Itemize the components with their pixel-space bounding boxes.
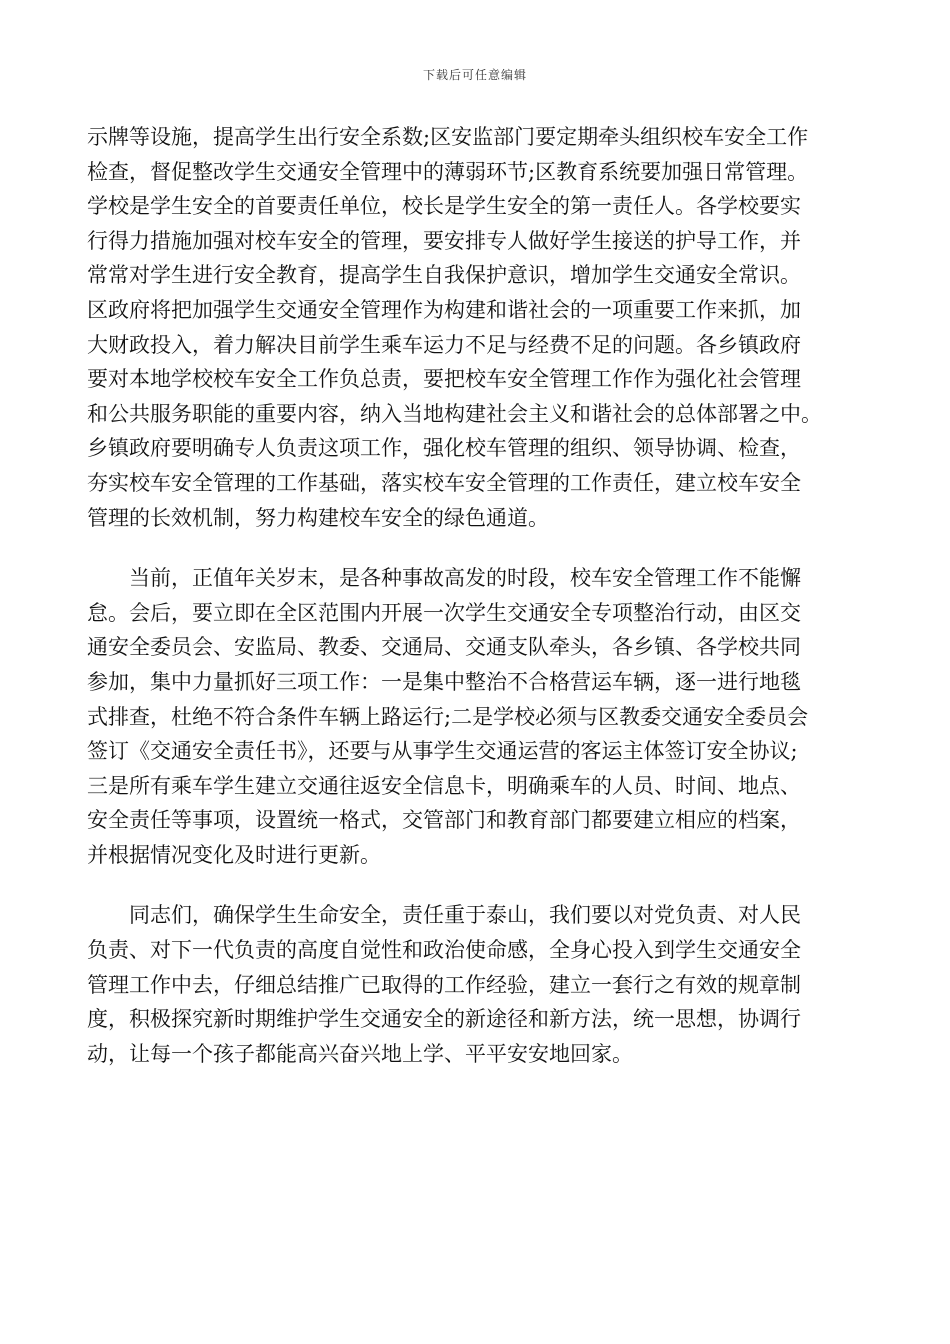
- text-line: 安全责任等事项，设置统一格式，交管部门和教育部门都要建立相应的档案，: [87, 808, 801, 833]
- text-line: 和公共服务职能的重要内容，纳入当地构建社会主义和谐社会的总体部署之中。: [87, 401, 822, 426]
- text-line: 度，积极探究新时期维护学生交通安全的新途径和新方法，统一思想，协调行: [87, 1007, 801, 1032]
- text-line: 大财政投入，着力解决目前学生乘车运力不足与经费不足的问题。各乡镇政府: [87, 332, 801, 357]
- text-line: 动，让每一个孩子都能高兴奋兴地上学、平平安安地回家。: [87, 1041, 633, 1066]
- page-header: 下载后可任意编辑: [422, 68, 527, 82]
- text-line: 学校是学生安全的首要责任单位，校长是学生安全的第一责任人。各学校要实: [87, 194, 801, 219]
- paragraph-3: [87, 898, 863, 1071]
- text-line: 要对本地学校校车安全工作负总责，要把校车安全管理工作作为强化社会管理: [87, 367, 801, 392]
- text-line: 怠。会后，要立即在全区范围内开展一次学生交通安全专项整治行动，由区交: [87, 600, 801, 625]
- text-line: 通安全委员会、安监局、教委、交通局、交通支队牵头，各乡镇、各学校共同: [87, 635, 801, 660]
- text-line: 乡镇政府要明确专人负责这项工作，强化校车管理的组织、领导协调、检查，: [87, 436, 801, 461]
- text-line: 同志们，确保学生生命安全，责任重于泰山，我们要以对党负责、对人民: [87, 903, 801, 928]
- text-line: 参加，集中力量抓好三项工作：一是集中整治不合格营运车辆，逐一进行地毯: [87, 669, 801, 694]
- text-line: 当前，正值年关岁末，是各种事故高发的时段，校车安全管理工作不能懈: [87, 566, 801, 591]
- text-line: 负责、对下一代负责的高度自觉性和政治使命感，全身心投入到学生交通安全: [87, 938, 801, 963]
- text-line: 行得力措施加强对校车安全的管理，要安排专人做好学生接送的护导工作，并: [87, 228, 801, 253]
- text-line: 夯实校车安全管理的工作基础，落实校车安全管理的工作责任，建立校车安全: [87, 470, 801, 495]
- text-line: 常常对学生进行安全教育，提高学生自我保护意识，增加学生交通安全常识。: [87, 263, 801, 288]
- text-line: 检查，督促整改学生交通安全管理中的薄弱环节;区教育系统要加强日常管理。: [87, 159, 809, 184]
- text-line: 三是所有乘车学生建立交通往返安全信息卡，明确乘车的人员、时间、地点、: [87, 773, 801, 798]
- text-line: 区政府将把加强学生交通安全管理作为构建和谐社会的一项重要工作来抓，加: [87, 297, 801, 322]
- document-body: [87, 120, 863, 1071]
- text-line: 管理工作中去，仔细总结推广已取得的工作经验，建立一套行之有效的规章制: [87, 972, 801, 997]
- text-line: 示牌等设施，提高学生出行安全系数;区安监部门要定期牵头组织校车安全工作: [87, 125, 809, 149]
- text-line: 式排查，杜绝不符合条件车辆上路运行;二是学校必须与区教委交通安全委员会: [87, 704, 809, 729]
- paragraph-1: [87, 120, 863, 535]
- text-line: 管理的长效机制，努力构建校车安全的绿色通道。: [87, 505, 549, 530]
- text-line: 签订《交通安全责任书》，还要与从事学生交通运营的客运主体签订安全协议;: [87, 739, 798, 764]
- text-line: 并根据情况变化及时进行更新。: [87, 842, 381, 867]
- paragraph-2: [87, 561, 863, 872]
